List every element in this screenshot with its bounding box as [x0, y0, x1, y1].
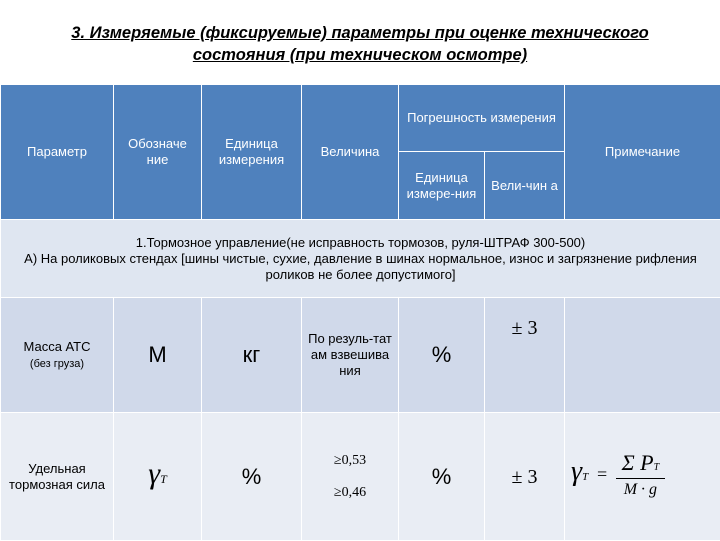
- formula-fraction: [616, 455, 666, 498]
- slide-title-line-2: состояния (при техническом осмотре): [193, 46, 527, 64]
- cell-designation: М: [114, 298, 202, 413]
- cell-note: [565, 298, 720, 413]
- header-error-value: Вели-чин а: [485, 152, 565, 220]
- value-fraction: [328, 453, 372, 501]
- cell-parameter: [1, 298, 114, 413]
- header-unit: Единица измерения: [202, 85, 302, 220]
- parameters-table: [0, 84, 720, 541]
- table-row: [1, 413, 720, 541]
- cell-unit: кг: [202, 298, 302, 413]
- cell-note: [565, 413, 720, 541]
- cell-error-value: ± 3: [485, 298, 565, 413]
- section-line-1: 1.Тормозное управление(не исправность тормозов, руля-ШТРАФ 300-500): [136, 235, 585, 250]
- equals-sign: =: [596, 464, 608, 484]
- slide-title: [0, 22, 720, 66]
- note-gamma-symbol: γ: [571, 456, 582, 487]
- header-error: Погрешность измерения: [399, 85, 565, 152]
- cell-error-unit: %: [399, 413, 485, 541]
- header-designation: Обозначе ние: [114, 85, 202, 220]
- parameter-sublabel: (без груза): [30, 358, 84, 370]
- section-row: [1, 220, 720, 298]
- header-note: Примечание: [565, 85, 720, 220]
- value-bottom: ≥0,46: [328, 477, 372, 501]
- slide-title-line-1: 3. Измеряемые (фиксируемые) параметры при оценке технического: [71, 24, 648, 42]
- header-error-unit: Единица измере-ния: [399, 152, 485, 220]
- value-top: ≥0,53: [328, 453, 372, 477]
- cell-error-unit: %: [399, 298, 485, 413]
- gamma-symbol: γ: [148, 457, 160, 490]
- cell-designation: [114, 413, 202, 541]
- cell-value: По резуль-тат ам взвешива ния: [302, 298, 399, 413]
- gamma-subscript: T: [160, 472, 167, 486]
- section-cell: [1, 220, 720, 298]
- note-gamma-subscript: T: [582, 471, 588, 483]
- header-value: Величина: [302, 85, 399, 220]
- cell-parameter: Удельная тормозная сила: [1, 413, 114, 541]
- parameter-label: Масса АТС: [23, 339, 90, 354]
- formula-denominator: M · g: [624, 481, 657, 498]
- cell-error-value: ± 3: [485, 413, 565, 541]
- formula-numerator-subscript: T: [654, 462, 660, 473]
- formula-numerator: Σ P: [622, 450, 654, 475]
- header-row: [1, 85, 720, 152]
- table-row: [1, 298, 720, 413]
- header-parameter: Параметр: [1, 85, 114, 220]
- cell-value: [302, 413, 399, 541]
- section-line-2: А) На роликовых стендах [шины чистые, сухие, давление в шинах нормальное, износ и загрязнение рифления роликов не более допустимого]: [24, 251, 697, 282]
- cell-unit: %: [202, 413, 302, 541]
